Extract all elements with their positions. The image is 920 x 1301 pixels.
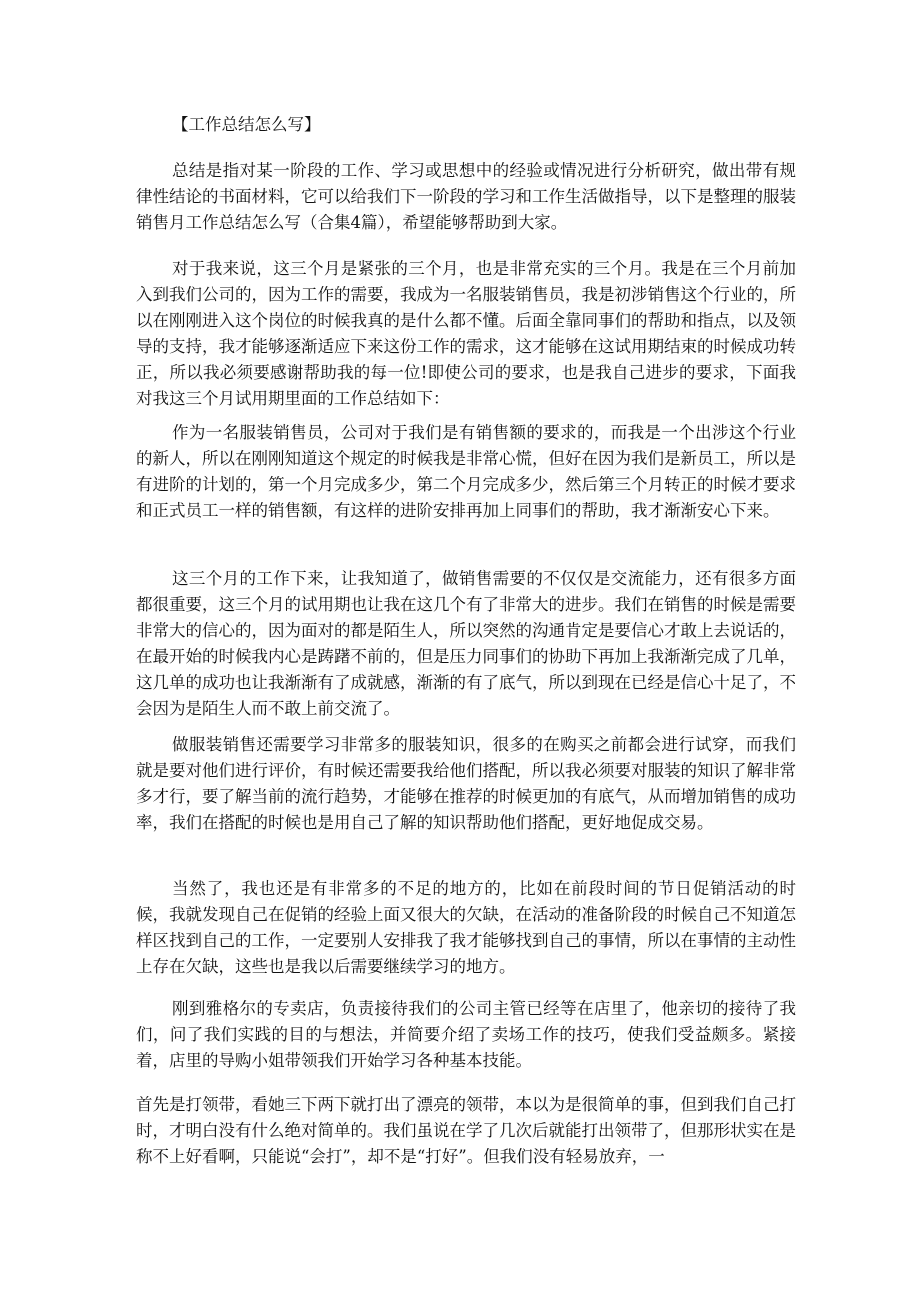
paragraph: 作为一名服装销售员，公司对于我们是有销售额的要求的，而我是一个出涉这个行业的新人，所以在刚刚知道这个规定的时候我是非常心慌，但好在因为我们是新员工，所以是有进阶的计划的，第一个月完成多少，第二个月完成多少，然后第三个月转正的时候才要求和正式员工一样的销售额，有这样的进阶安排再加上同事们的帮助，我才渐渐安心下来。 bbox=[136, 423, 796, 520]
paragraph: 做服装销售还需要学习非常多的服装知识，很多的在购买之前都会进行试穿，而我们就是要对他们进行评价，有时候还需要我给他们搭配，所以我必须要对服装的知识了解非常多才行，要了解当前的流行趋势，才能够在推荐的时候更加的有底气，从而增加销售的成功率，我们在搭配的时候也是用自己了解的知识帮助他们搭配，更好地促成交易。 bbox=[136, 735, 796, 832]
paragraph: 刚到雅格尔的专卖店，负责接待我们的公司主管已经等在店里了，他亲切的接待了我们，问了我们实践的目的与想法，并简要介绍了卖场工作的技巧，使我们受益颇多。紧接着，店里的导购小姐带领我们开始学习各种基本技能。 bbox=[136, 999, 796, 1070]
paragraph: 对于我来说，这三个月是紧张的三个月，也是非常充实的三个月。我是在三个月前加入到我们公司的，因为工作的需要，我成为一名服装销售员，我是初涉销售这个行业的，所以在刚刚进入这个岗位的时候我真的是什么都不懂。后面全靠同事们的帮助和指点，以及领导的支持，我才能够逐渐适应下来这份工作的需求，这才能够在这试用期结束的时候成功转正，所以我必须要感谢帮助我的每一位!即使公司的要求，也是我自己进步的要求，下面我对我这三个月试用期里面的工作总结如下： bbox=[136, 259, 796, 408]
paragraph: 当然了，我也还是有非常多的不足的地方的，比如在前段时间的节日促销活动的时候，我就发现自己在促销的经验上面又很大的欠缺，在活动的准备阶段的时候自己不知道怎样区找到自己的工作，一定要别人安排我了我才能够找到自己的事情，所以在事情的主动性上存在欠缺，这些也是我以后需要继续学习的地方。 bbox=[136, 879, 796, 976]
paragraph-continued: 首先是打领带，看她三下两下就打出了漂亮的领带，本以为是很简单的事，但到我们自己打时，才明白没有什么绝对简单的。我们虽说在学了几次后就能打出领带了，但那形状实在是称不上好看啊，只能说“会打”，却不是“打好”。但我们没有轻易放弃，一 bbox=[136, 1095, 796, 1166]
document-title: 【工作总结怎么写】 bbox=[172, 115, 321, 134]
paragraph: 这三个月的工作下来，让我知道了，做销售需要的不仅仅是交流能力，还有很多方面都很重要，这三个月的试用期也让我在这几个有了非常大的进步。我们在销售的时候是需要非常大的信心的，因为面对的都是陌生人，所以突然的沟通肯定是要信心才敢上去说话的，在最开始的时候我内心是踌躇不前的，但是压力同事们的协助下再加上我渐渐完成了几单，这几单的成功也让我渐渐有了成就感，渐渐的有了底气，所以到现在已经是信心十足了，不会因为是陌生人而不敢上前交流了。 bbox=[136, 569, 796, 718]
paragraph-intro: 总结是指对某一阶段的工作、学习或思想中的经验或情况进行分析研究，做出带有规律性结论的书面材料，它可以给我们下一阶段的学习和工作生活做指导，以下是整理的服装销售月工作总结怎么写（合集4篇），希望能够帮助到大家。 bbox=[136, 161, 796, 232]
